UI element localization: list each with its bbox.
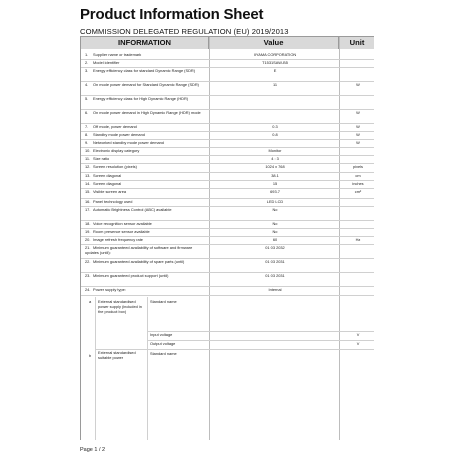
option-a-marker: a [89,299,92,304]
row-label [85,199,207,204]
row-label-text: On mode power demand in High Dynamic Range (HDR) mode [93,110,201,115]
row-number: 13. [85,173,91,178]
subtable-divider [95,297,96,440]
row-unit: W [356,82,360,87]
row-value: No [272,221,278,226]
row-number: 12. [85,164,91,169]
row-label-text: Supplier name or trademark [93,52,142,57]
table-row [81,110,374,124]
row-value: 693.7 [270,189,280,194]
row-divider [81,295,374,296]
subtable-divider [147,340,374,341]
row-unit: pixels [353,164,363,169]
subtable-divider [147,297,148,440]
row-unit: W [356,140,360,145]
row-label [85,124,207,129]
column-header-information: INFORMATION [81,37,209,49]
row-unit: inches [352,181,364,186]
row-label [85,52,207,57]
row-label-text: Screen diagonal [93,181,122,186]
row-value: 01 03 2031 [265,273,285,278]
row-label [85,273,207,278]
row-label [85,189,207,194]
row-number: 3. [85,68,89,73]
row-label [85,259,207,264]
row-unit: cm² [354,189,362,194]
row-unit: W [356,124,360,129]
row-number: 20. [85,237,91,242]
row-label-text: Model identifier [93,60,120,65]
standard-name-label: Standard name [150,299,177,304]
row-label-text: Room presence sensor available [93,229,150,234]
row-number: 16. [85,199,91,204]
row-label [85,164,207,169]
row-number: 11. [85,156,91,161]
row-number: 24. [85,287,91,292]
regulation-subtitle: COMMISSION DELEGATED REGULATION (EU) 2019/2013 [80,27,289,36]
row-label-text: Networked standby mode power demand [93,140,164,145]
table-row [81,96,374,110]
row-unit: cm [355,173,361,178]
row-value: No [272,207,278,212]
row-label [85,96,207,101]
row-label-text: Image refresh frequency rate [93,237,143,242]
row-value: Monitor [268,148,282,153]
page-title: Product Information Sheet [80,6,264,23]
row-unit: W [356,110,360,115]
column-header-value: Value [209,37,339,49]
row-label-text: Standby mode power demand [93,132,145,137]
row-label [85,82,207,87]
row-label [85,140,207,145]
input-voltage-label: Input voltage [150,332,173,337]
row-label [85,148,207,153]
row-label [85,245,207,255]
option-b-marker: b [89,353,92,358]
row-label [85,221,207,226]
row-label-text: Size ratio [93,156,110,161]
row-number: 1. [85,52,89,57]
row-value: T1531SAW-B5 [262,60,288,65]
row-number: 8. [85,132,89,137]
row-label-text: Screen resolution (pixels) [93,164,137,169]
row-label [85,207,207,212]
subtable-divider [147,331,374,332]
row-number: 9. [85,140,89,145]
row-label-text: Voice recognition sensor available [93,221,152,226]
row-number: 15. [85,189,91,194]
row-value: 1024 x 768 [265,164,285,169]
row-label-text: Off mode, power demand [93,124,137,129]
table-row [81,82,374,96]
row-value: 0.8 [272,132,278,137]
row-label-text: Energy efficiency class for High Dynamic Range (HDR) [93,96,189,101]
row-label-text: Screen diagonal [93,173,122,178]
row-label-text: Power supply type: [93,287,126,292]
row-value: 15 [272,181,278,186]
row-value: 0.3 [272,124,278,129]
row-number: 17. [85,207,91,212]
output-voltage-unit: V [356,341,360,346]
row-number: 23. [85,273,91,278]
row-value: E [273,68,277,73]
table-row [81,245,374,259]
row-value: 01 03 2032 [265,245,285,250]
row-label [85,237,207,242]
row-number: 6. [85,110,89,115]
row-label-text: Minimum guaranteed availability of software and firmware updates (until): [85,245,193,256]
row-label-text: Minimum guaranteed availability of spare parts (until) [93,259,185,264]
row-number: 10. [85,148,91,153]
row-label [85,287,207,292]
option-a-text: External standardised power supply (included in the product box) [98,299,142,315]
row-value: 60 [272,237,278,242]
row-label-text: Electronic display category [93,148,140,153]
input-voltage-unit: V [356,332,360,337]
row-label-text: Minimum guaranteed product support (until) [93,273,169,278]
row-number: 2. [85,60,89,65]
row-value: 11 [272,82,278,87]
output-voltage-label: Output voltage [150,341,176,346]
row-number: 21. [85,245,91,250]
row-label [85,132,207,137]
row-label [85,110,207,115]
column-header-unit: Unit [339,37,374,49]
row-number: 14. [85,181,91,186]
row-label [85,173,207,178]
row-label [85,229,207,234]
option-b-text: External standardised suitable power [98,350,136,361]
row-number: 22. [85,259,91,264]
row-label [85,156,207,161]
row-value: No [272,229,278,234]
table-row [81,259,374,273]
row-unit: Hz [355,237,361,242]
row-label [85,68,207,73]
row-value: IIYAMA CORPORATION [253,52,297,57]
row-label-text: On mode power demand for Standard Dynamic Range (SDR) [93,82,199,87]
row-number: 7. [85,124,89,129]
row-label-text: Automatic Brightness Control (ABC) available [93,207,172,212]
row-value: LED LCD [266,199,284,204]
row-value: 4 : 3 [271,156,279,161]
table-row [81,68,374,82]
row-value: 38.1 [271,173,279,178]
row-value: 01 03 2031 [265,259,285,264]
row-number: 18. [85,221,91,226]
row-label-text: Energy efficiency class for standard Dynamic Range (SDR) [93,68,195,73]
row-label-text: Visible screen area [93,189,127,194]
row-number: 19. [85,229,91,234]
row-number: 5. [85,96,89,101]
information-table [80,36,374,440]
table-row [81,207,374,221]
table-row [81,273,374,287]
page-number: Page 1 / 2 [80,447,106,453]
standard-name-label: Standard name [150,351,177,356]
row-unit: W [356,132,360,137]
row-label [85,60,207,65]
row-label [85,181,207,186]
row-value: Internal [268,287,282,292]
row-label-text: Panel technology used [93,199,133,204]
row-number: 4. [85,82,89,87]
